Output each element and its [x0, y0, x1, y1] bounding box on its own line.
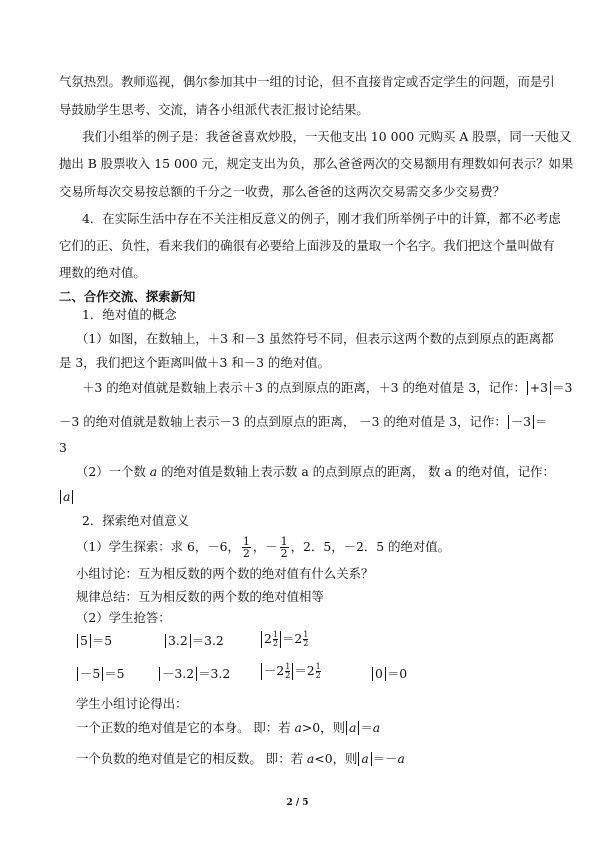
equation-continuation: 3	[59, 440, 67, 455]
absolute-value-expr	[261, 663, 293, 680]
exercise-text: （1）学生探索：求 6，－6，	[76, 539, 240, 554]
answer-item	[260, 661, 321, 680]
absolute-value-expr: 0	[372, 667, 386, 681]
fraction-denominator: 2	[315, 671, 321, 680]
definition-text: ＋3 的绝对值就是数轴上表示＋3 的点到原点的距离，＋3 的绝对值是 3，记作：	[82, 380, 526, 395]
fraction-numerator: 1	[315, 662, 321, 671]
absolute-value-expr: a	[346, 721, 359, 735]
fraction-denominator: 2	[242, 547, 250, 560]
subsection-heading: 2．探索绝对值意义	[82, 513, 190, 528]
conclusion-heading: 学生小组讨论得出：	[76, 696, 188, 711]
absolute-value-expr: －5	[77, 667, 103, 681]
absolute-value-expr: +3	[527, 381, 551, 395]
answer-item	[371, 664, 407, 682]
variable: a	[372, 720, 381, 735]
mixed-whole: 2	[264, 631, 272, 646]
rule-line	[76, 720, 380, 736]
paragraph-line: 抛出 B 股票收入 15 000 元，规定支出为负，那么爸爸两次的交易额用有理数如何表示？如果	[59, 156, 574, 171]
paragraph-line: （1）如图，在数轴上，＋3 和－3 虽然符号不同，但表示这两个数的点到原点的距离都	[76, 331, 554, 346]
variable: a	[306, 751, 315, 766]
absolute-value-expr: a	[358, 752, 371, 766]
answer-item	[76, 664, 125, 682]
section-heading: 二、合作交流、探索新知	[59, 289, 196, 304]
equation-rhs: ＝3	[552, 380, 573, 395]
paragraph-line: 交易所每次交易按总额的千分之一收费，那么爸爸的这两次交易需交多少交易费？	[59, 184, 506, 199]
fraction-denominator: 2	[303, 639, 309, 648]
rule-text: <0，则	[314, 751, 358, 766]
paragraph-line: 导鼓励学生思考、交流，请各小组派代表汇报讨论结果。	[59, 102, 369, 117]
fraction-numerator: 1	[272, 630, 278, 639]
paragraph-line: 它们的正、负性，看来我们的确很有必要给上面涉及的量取一个名字。我们把这个量叫做有	[59, 238, 555, 253]
equation-rhs: ＝2	[294, 663, 315, 678]
equation-rhs: ＝2	[281, 631, 303, 646]
paragraph-line: 我们小组举的例子是：我爸爸喜欢炒股，一天他支出 10 000 元购买 A 股票，同一天他又	[82, 129, 572, 144]
equation-rhs: ＝－	[372, 751, 398, 766]
paragraph-line: 是 3，我们把这个距离叫做＋3 和－3 的绝对值。	[59, 355, 330, 370]
fraction-numerator: 1	[280, 535, 288, 548]
paragraph-line: 4．在实际生活中存在不关注相反意义的例子，刚才我们所举例子中的计算，都不必考虑	[82, 211, 561, 226]
absolute-value-expr	[261, 631, 281, 648]
rule-text: 一个正数的绝对值是它的本身。 即：若	[76, 720, 295, 735]
definition-text: 的绝对值是数轴上表示数 a 的点到原点的距离， 数 a 的绝对值，记作：	[157, 464, 555, 479]
answer-item	[260, 629, 308, 648]
fraction	[280, 536, 289, 559]
mixed-whole: －2	[264, 663, 285, 678]
rule-text: >0，则	[301, 720, 345, 735]
discussion-line: 规律总结：互为相反数的两个数的绝对值相等	[76, 589, 324, 604]
fraction-numerator: 1	[285, 662, 291, 671]
definition-line	[59, 414, 547, 430]
definition-text: －3 的绝对值就是数轴上表示－3 的点到原点的距离， －3 的绝对值是 3，记作：	[59, 414, 507, 429]
fraction	[303, 631, 308, 648]
fraction	[285, 663, 290, 680]
answer-item	[76, 631, 112, 649]
subsection-heading: 1．绝对值的概念	[82, 307, 177, 322]
rule-line	[76, 751, 405, 767]
absolute-value-expr: －3	[508, 415, 534, 429]
absolute-value-expr: a	[60, 490, 73, 504]
variable: a	[294, 720, 302, 735]
paragraph-line: 理数的绝对值。	[59, 265, 146, 280]
discussion-line: （2）学生抢答：	[76, 610, 171, 625]
fraction-numerator: 1	[303, 630, 309, 639]
equation-rhs: ＝0	[386, 666, 408, 681]
fraction	[273, 631, 278, 648]
answer-item	[164, 631, 224, 649]
equation-rhs: ＝	[535, 414, 548, 429]
variable: a	[149, 464, 158, 479]
equation-rhs: ＝	[360, 720, 373, 735]
fraction	[242, 536, 251, 559]
exercise-text: ，－	[252, 539, 278, 554]
variable: a	[397, 751, 405, 766]
equation-rhs: ＝3.2	[198, 666, 231, 681]
notation-line	[59, 489, 74, 505]
exercise-text: ，2．5，－2．5 的绝对值。	[290, 539, 451, 554]
definition-line	[76, 464, 555, 480]
exercise-line	[76, 536, 450, 559]
page-number: 2 / 5	[286, 798, 309, 808]
fraction-denominator: 2	[285, 671, 291, 680]
fraction-numerator: 1	[242, 535, 250, 548]
discussion-line: 小组讨论：互为相反数的两个数的绝对值有什么关系？	[76, 566, 374, 581]
answer-item	[158, 664, 230, 682]
rule-text: 一个负数的绝对值是它的相反数。 即：若	[76, 751, 307, 766]
paragraph-line: 气氛热烈。教师巡视，偶尔参加其中一组的讨论，但不直接肯定或否定学生的问题，而是引	[59, 74, 555, 89]
equation-rhs: ＝5	[104, 666, 125, 681]
absolute-value-expr: 3.2	[165, 634, 191, 648]
absolute-value-expr: 5	[77, 634, 91, 648]
fraction	[316, 663, 321, 680]
equation-rhs: ＝3.2	[191, 633, 224, 648]
fraction-denominator: 2	[280, 547, 288, 560]
equation-rhs: ＝5	[91, 633, 113, 648]
definition-text: （2）一个数	[76, 464, 150, 479]
absolute-value-expr: －3.2	[159, 667, 197, 681]
fraction-denominator: 2	[272, 639, 278, 648]
definition-line	[82, 380, 572, 396]
